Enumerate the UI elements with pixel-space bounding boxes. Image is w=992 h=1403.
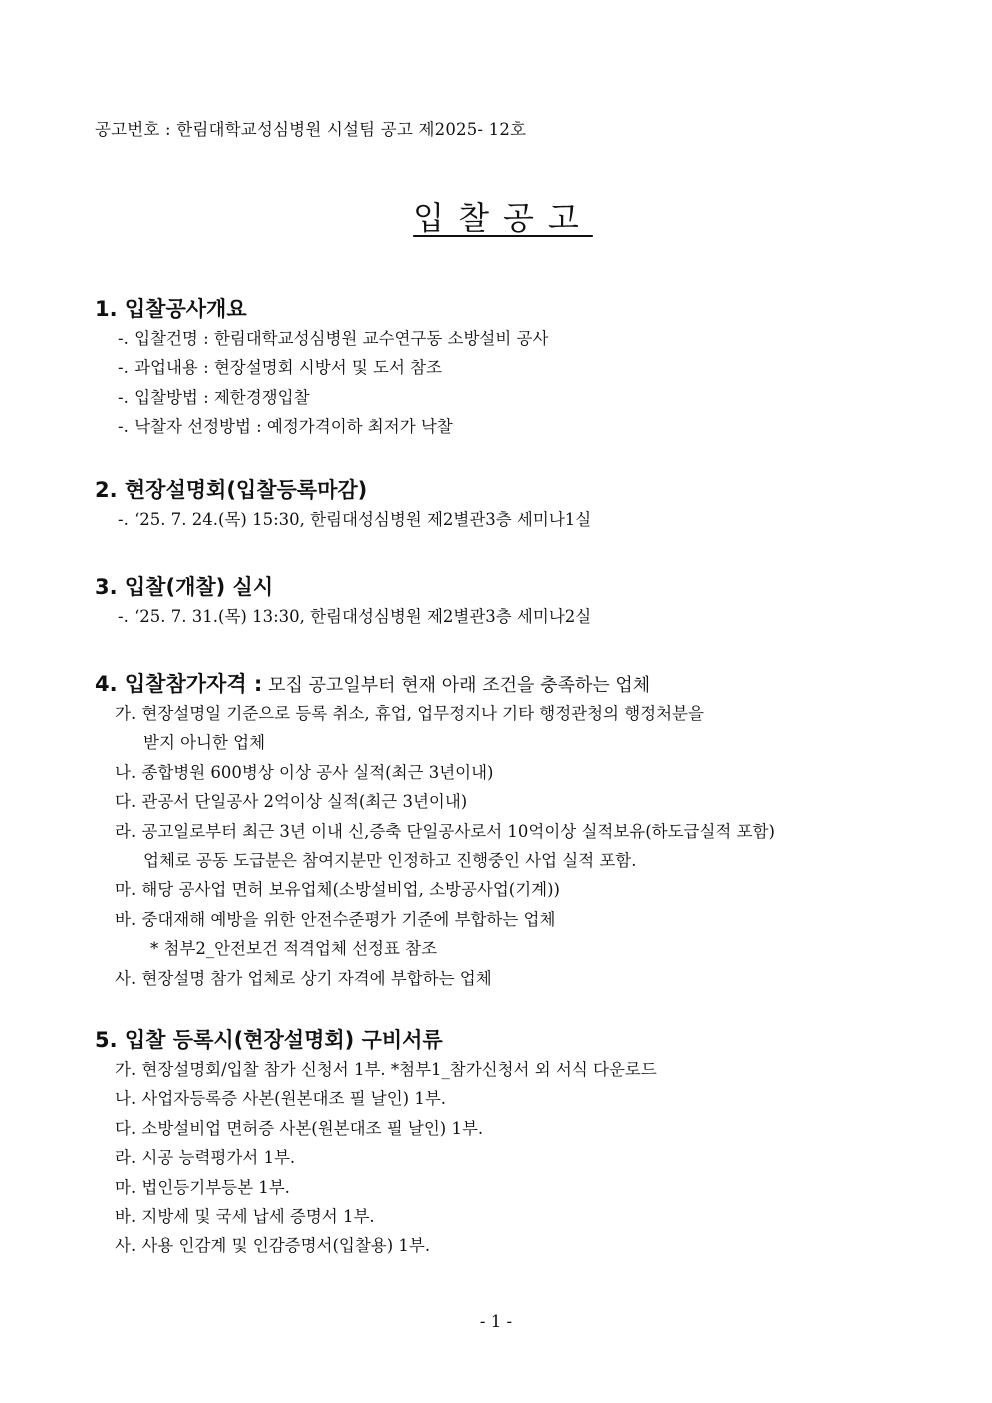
list-item-continuation: 업체로 공동 도급분은 참여지분만 인정하고 진행중인 사업 실적 포함. (143, 850, 637, 870)
list-item-note: * 첨부2_안전보건 적격업체 선정표 참조 (150, 939, 438, 959)
list-item: 마. 해당 공사업 면허 보유업체(소방설비업, 소방공사업(기계)) (115, 880, 560, 900)
list-item: 다. 관공서 단일공사 2억이상 실적(최근 3년이내) (115, 792, 468, 812)
section-heading-desc: 모집 공고일부터 현재 아래 조건을 충족하는 업체 (262, 675, 651, 696)
list-item-continuation: 받지 아니한 업체 (143, 733, 266, 753)
list-item: 라. 시공 능력평가서 1부. (115, 1148, 296, 1168)
list-item: 가. 현장설명일 기준으로 등록 취소, 휴업, 업무정지나 기타 행정관청의 행정처분을 (115, 704, 704, 723)
list-item: -. ‘25. 7. 24.(목) 15:30, 한림대성심병원 제2별관3층 세미나1실 (118, 510, 592, 529)
section-heading: 3. 입찰(개찰) 실시 (95, 575, 274, 599)
section-items (95, 602, 935, 631)
list-item: -. 입찰건명 : 한림대학교성심병원 교수연구동 소방설비 공사 (118, 329, 549, 348)
list-item: -. 과업내용 : 현장설명회 시방서 및 도서 참조 (118, 358, 443, 378)
list-item: -. 낙찰자 선정방법 : 예정가격이하 최저가 낙찰 (118, 417, 453, 437)
list-item: 사. 사용 인감계 및 인감증명서(입찰용) 1부. (115, 1236, 431, 1256)
section-required-documents (95, 1025, 935, 1261)
list-item: 바. 중대재해 예방을 위한 안전수준평가 기준에 부합하는 업체 (115, 909, 556, 929)
section-items (95, 699, 935, 993)
section-items (95, 505, 935, 534)
section-heading: 1. 입찰공사개요 (95, 297, 247, 321)
list-item: 사. 현장설명 참가 업체로 상기 자격에 부합하는 업체 (115, 968, 492, 988)
section-heading: 5. 입찰 등록시(현장설명회) 구비서류 (95, 1028, 443, 1052)
list-item: 나. 사업자등록증 사본(원본대조 필 날인) 1부. (115, 1089, 447, 1109)
section-bid-opening (95, 572, 935, 631)
list-item: 바. 지방세 및 국세 납세 증명서 1부. (115, 1206, 375, 1226)
list-item: -. ‘25. 7. 31.(목) 13:30, 한림대성심병원 제2별관3층 세미나2실 (118, 607, 592, 626)
list-item: -. 입찰방법 : 제한경쟁입찰 (118, 387, 310, 407)
section-heading: 2. 현장설명회(입찰등록마감) (95, 478, 368, 502)
section-items (95, 324, 935, 442)
list-item: 마. 법인등기부등본 1부. (115, 1177, 290, 1197)
document-title: 입찰공고 (413, 199, 593, 237)
page-number: - 1 - (479, 1312, 513, 1331)
section-site-briefing (95, 475, 935, 534)
list-item: 나. 종합병원 600병상 이상 공사 실적(최근 3년이내) (115, 762, 494, 782)
section-items (95, 1055, 935, 1261)
list-item: 가. 현장설명회/입찰 참가 신청서 1부. *첨부1_참가신청서 외 서식 다운로드 (115, 1060, 657, 1079)
document-title-wrap (0, 193, 992, 239)
section-heading-title: 4. 입찰참가자격 : (95, 672, 263, 696)
section-eligibility (95, 669, 935, 993)
section-overview (95, 294, 935, 442)
list-item: 다. 소방설비업 면허증 사본(원본대조 필 날인) 1부. (115, 1118, 484, 1138)
list-item: 라. 공고일로부터 최근 3년 이내 신,증축 단일공사로서 10억이상 실적보유(하도급실적 포함) (115, 821, 775, 841)
section-heading (95, 669, 935, 699)
notice-number: 공고번호 : 한림대학교성심병원 시설팀 공고 제2025- 12호 (95, 120, 527, 139)
